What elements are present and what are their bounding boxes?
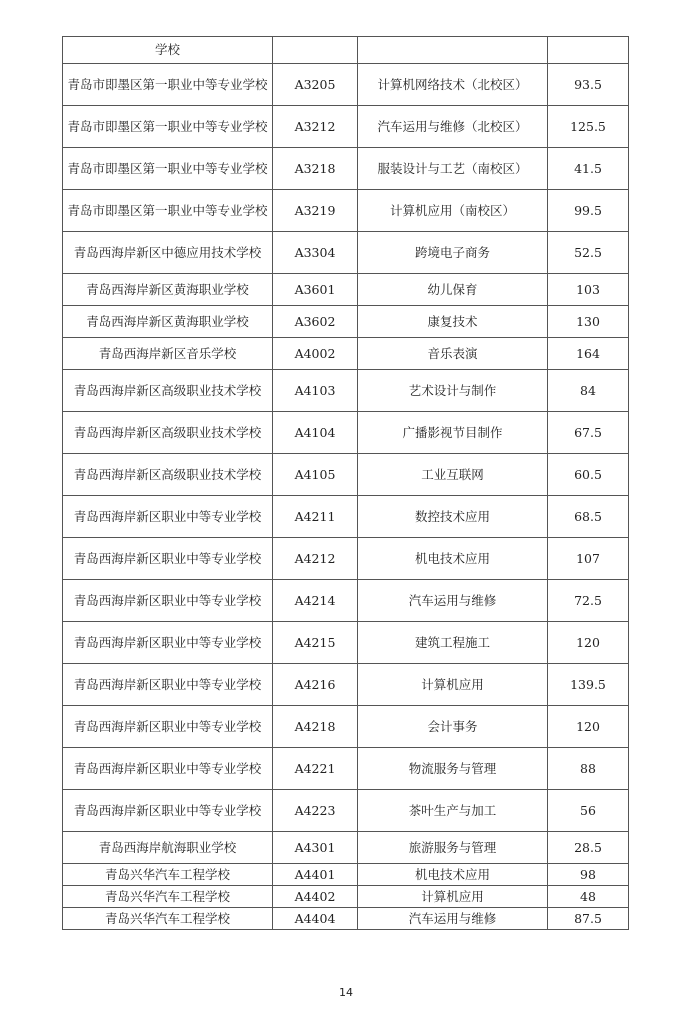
code-cell: A3218	[273, 148, 358, 190]
major-cell: 康复技术	[358, 306, 548, 338]
major-cell: 工业互联网	[358, 454, 548, 496]
school-cell: 青岛西海岸新区职业中等专业学校	[63, 538, 273, 580]
major-cell: 广播影视节目制作	[358, 412, 548, 454]
score-cell: 48	[548, 886, 629, 908]
table-row	[63, 832, 629, 864]
major-cell: 物流服务与管理	[358, 748, 548, 790]
code-cell: A4002	[273, 338, 358, 370]
table-row	[63, 106, 629, 148]
table-row	[63, 538, 629, 580]
score-cell: 164	[548, 338, 629, 370]
major-cell: 数控技术应用	[358, 496, 548, 538]
table-row	[63, 306, 629, 338]
code-cell: A4215	[273, 622, 358, 664]
school-cell: 青岛兴华汽车工程学校	[63, 886, 273, 908]
school-cell: 青岛市即墨区第一职业中等专业学校	[63, 64, 273, 106]
code-cell: A3602	[273, 306, 358, 338]
score-cell: 87.5	[548, 908, 629, 930]
score-cell: 67.5	[548, 412, 629, 454]
code-cell: A4221	[273, 748, 358, 790]
code-cell: A4212	[273, 538, 358, 580]
table-row	[63, 190, 629, 232]
score-cell: 120	[548, 622, 629, 664]
major-cell: 汽车运用与维修	[358, 580, 548, 622]
code-cell: A3212	[273, 106, 358, 148]
major-cell: 幼儿保育	[358, 274, 548, 306]
table-row	[63, 886, 629, 908]
school-cell: 学校	[63, 37, 273, 64]
school-cell: 青岛西海岸新区职业中等专业学校	[63, 580, 273, 622]
table-row	[63, 496, 629, 538]
code-cell: A3601	[273, 274, 358, 306]
table-row	[63, 370, 629, 412]
table-row	[63, 412, 629, 454]
score-cell: 68.5	[548, 496, 629, 538]
school-cell: 青岛西海岸新区黄海职业学校	[63, 274, 273, 306]
table-row	[63, 864, 629, 886]
code-cell: A3219	[273, 190, 358, 232]
code-cell: A4105	[273, 454, 358, 496]
school-cell: 青岛西海岸新区职业中等专业学校	[63, 664, 273, 706]
school-cell: 青岛西海岸新区黄海职业学校	[63, 306, 273, 338]
table-row	[63, 274, 629, 306]
score-cell: 107	[548, 538, 629, 580]
school-cell: 青岛西海岸新区职业中等专业学校	[63, 748, 273, 790]
score-cell: 41.5	[548, 148, 629, 190]
major-cell: 会计事务	[358, 706, 548, 748]
table-row	[63, 454, 629, 496]
school-cell: 青岛兴华汽车工程学校	[63, 864, 273, 886]
major-cell: 跨境电子商务	[358, 232, 548, 274]
score-cell	[548, 37, 629, 64]
code-cell: A4301	[273, 832, 358, 864]
score-cell: 93.5	[548, 64, 629, 106]
score-cell: 84	[548, 370, 629, 412]
table-row	[63, 580, 629, 622]
page-number: 14	[339, 986, 353, 999]
table-row	[63, 37, 629, 64]
score-cell: 98	[548, 864, 629, 886]
school-cell: 青岛市即墨区第一职业中等专业学校	[63, 106, 273, 148]
major-cell: 机电技术应用	[358, 864, 548, 886]
school-cell: 青岛西海岸新区高级职业技术学校	[63, 454, 273, 496]
school-cell: 青岛西海岸新区音乐学校	[63, 338, 273, 370]
code-cell: A4214	[273, 580, 358, 622]
code-cell: A4223	[273, 790, 358, 832]
admission-score-table	[62, 36, 629, 930]
major-cell: 茶叶生产与加工	[358, 790, 548, 832]
score-cell: 28.5	[548, 832, 629, 864]
score-cell: 125.5	[548, 106, 629, 148]
score-cell: 56	[548, 790, 629, 832]
school-cell: 青岛西海岸新区职业中等专业学校	[63, 790, 273, 832]
code-cell: A3205	[273, 64, 358, 106]
major-cell: 服装设计与工艺（南校区）	[358, 148, 548, 190]
school-cell: 青岛市即墨区第一职业中等专业学校	[63, 148, 273, 190]
code-cell: A4104	[273, 412, 358, 454]
code-cell: A4211	[273, 496, 358, 538]
table-row	[63, 748, 629, 790]
score-cell: 103	[548, 274, 629, 306]
score-cell: 72.5	[548, 580, 629, 622]
table-row	[63, 64, 629, 106]
score-cell: 88	[548, 748, 629, 790]
table-row	[63, 790, 629, 832]
major-cell: 艺术设计与制作	[358, 370, 548, 412]
major-cell	[358, 37, 548, 64]
code-cell: A4404	[273, 908, 358, 930]
table-row	[63, 706, 629, 748]
major-cell: 计算机应用（南校区）	[358, 190, 548, 232]
score-cell: 60.5	[548, 454, 629, 496]
score-cell: 130	[548, 306, 629, 338]
score-cell: 120	[548, 706, 629, 748]
score-cell: 52.5	[548, 232, 629, 274]
code-cell	[273, 37, 358, 64]
school-cell: 青岛西海岸新区高级职业技术学校	[63, 370, 273, 412]
major-cell: 机电技术应用	[358, 538, 548, 580]
major-cell: 音乐表演	[358, 338, 548, 370]
table-row	[63, 622, 629, 664]
school-cell: 青岛西海岸新区高级职业技术学校	[63, 412, 273, 454]
school-cell: 青岛西海岸航海职业学校	[63, 832, 273, 864]
code-cell: A4401	[273, 864, 358, 886]
table-row	[63, 908, 629, 930]
code-cell: A4402	[273, 886, 358, 908]
score-cell: 139.5	[548, 664, 629, 706]
major-cell: 建筑工程施工	[358, 622, 548, 664]
code-cell: A4218	[273, 706, 358, 748]
major-cell: 汽车运用与维修（北校区）	[358, 106, 548, 148]
school-cell: 青岛西海岸新区中德应用技术学校	[63, 232, 273, 274]
major-cell: 计算机应用	[358, 886, 548, 908]
school-cell: 青岛兴华汽车工程学校	[63, 908, 273, 930]
major-cell: 计算机应用	[358, 664, 548, 706]
major-cell: 计算机网络技术（北校区）	[358, 64, 548, 106]
major-cell: 汽车运用与维修	[358, 908, 548, 930]
major-cell: 旅游服务与管理	[358, 832, 548, 864]
table-row	[63, 338, 629, 370]
code-cell: A4216	[273, 664, 358, 706]
school-cell: 青岛西海岸新区职业中等专业学校	[63, 622, 273, 664]
code-cell: A4103	[273, 370, 358, 412]
table-row	[63, 664, 629, 706]
school-cell: 青岛市即墨区第一职业中等专业学校	[63, 190, 273, 232]
code-cell: A3304	[273, 232, 358, 274]
school-cell: 青岛西海岸新区职业中等专业学校	[63, 496, 273, 538]
table-row	[63, 148, 629, 190]
table-row	[63, 232, 629, 274]
score-cell: 99.5	[548, 190, 629, 232]
school-cell: 青岛西海岸新区职业中等专业学校	[63, 706, 273, 748]
